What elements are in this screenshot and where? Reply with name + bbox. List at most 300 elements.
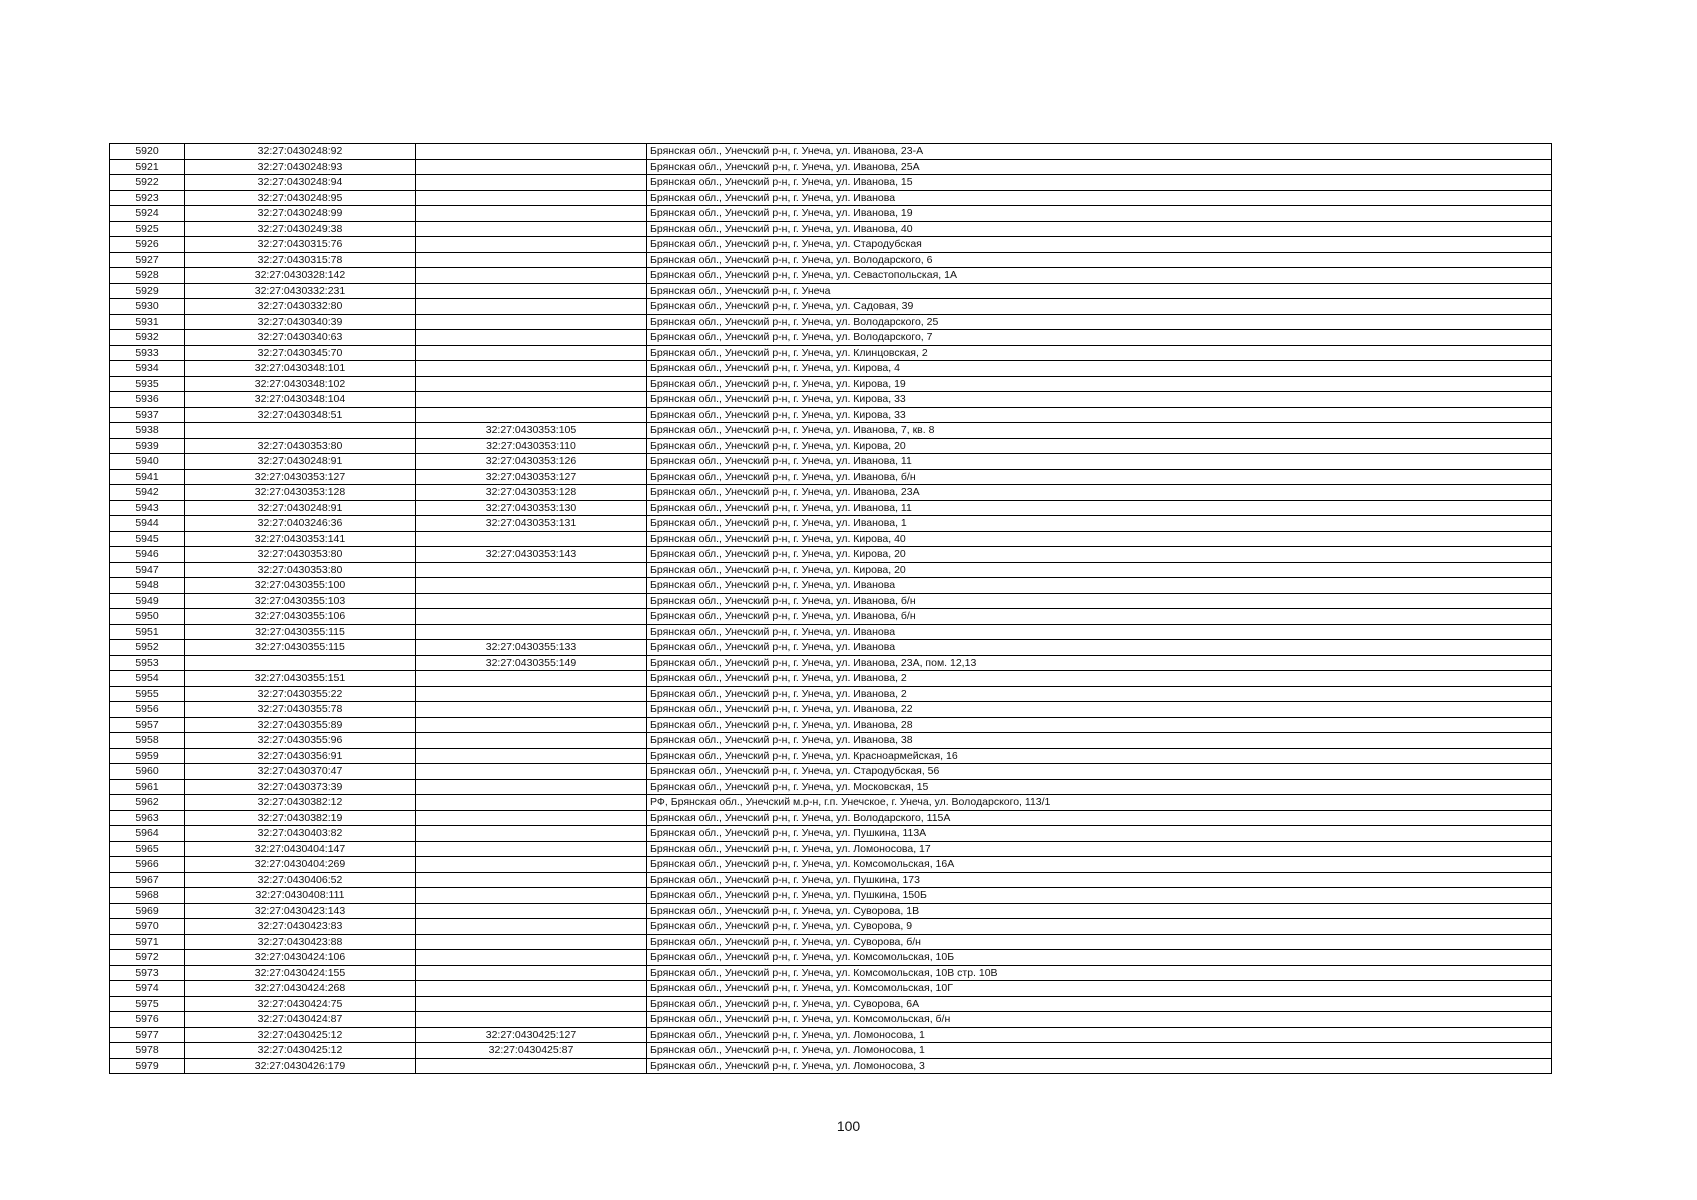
address-cell: Брянская обл., Унечский р-н, г. Унеча, ул. Ломоносова, 17 <box>647 841 1552 857</box>
cadastral-number-cell: 32:27:0430355:151 <box>185 671 416 687</box>
address-cell: Брянская обл., Унечский р-н, г. Унеча, ул. Суворова, б/н <box>647 934 1552 950</box>
address-cell: Брянская обл., Унечский р-н, г. Унеча, ул. Кирова, 40 <box>647 531 1552 547</box>
related-cadastral-cell <box>416 407 647 423</box>
address-cell: Брянская обл., Унечский р-н, г. Унеча, ул. Иванова, 11 <box>647 454 1552 470</box>
cadastral-number-cell: 32:27:0430348:101 <box>185 361 416 377</box>
row-number-cell: 5923 <box>110 190 185 206</box>
row-number-cell: 5931 <box>110 314 185 330</box>
table-row <box>110 826 1552 842</box>
row-number-cell: 5942 <box>110 485 185 501</box>
address-cell: Брянская обл., Унечский р-н, г. Унеча, ул. Иванова, 23-А <box>647 144 1552 160</box>
table-row <box>110 702 1552 718</box>
cadastral-number-cell: 32:27:0403246:36 <box>185 516 416 532</box>
cadastral-number-cell: 32:27:0430426:179 <box>185 1058 416 1074</box>
related-cadastral-cell <box>416 965 647 981</box>
table-row <box>110 438 1552 454</box>
related-cadastral-cell <box>416 392 647 408</box>
cadastral-number-cell: 32:27:0430404:269 <box>185 857 416 873</box>
related-cadastral-cell: 32:27:0430353:130 <box>416 500 647 516</box>
cadastral-number-cell: 32:27:0430353:128 <box>185 485 416 501</box>
address-cell: Брянская обл., Унечский р-н, г. Унеча, ул. Володарского, 7 <box>647 330 1552 346</box>
cadastral-number-cell: 32:27:0430423:143 <box>185 903 416 919</box>
table-row <box>110 531 1552 547</box>
address-cell: Брянская обл., Унечский р-н, г. Унеча, ул. Московская, 15 <box>647 779 1552 795</box>
related-cadastral-cell: 32:27:0430353:131 <box>416 516 647 532</box>
table-row <box>110 469 1552 485</box>
table-row <box>110 516 1552 532</box>
row-number-cell: 5967 <box>110 872 185 888</box>
table-row <box>110 671 1552 687</box>
related-cadastral-cell <box>416 314 647 330</box>
table-row <box>110 919 1552 935</box>
address-cell: Брянская обл., Унечский р-н, г. Унеча, ул. Кирова, 4 <box>647 361 1552 377</box>
table-row <box>110 159 1552 175</box>
table-row <box>110 190 1552 206</box>
table-row <box>110 454 1552 470</box>
table-row <box>110 981 1552 997</box>
related-cadastral-cell <box>416 981 647 997</box>
related-cadastral-cell <box>416 330 647 346</box>
related-cadastral-cell <box>416 1058 647 1074</box>
row-number-cell: 5939 <box>110 438 185 454</box>
address-cell: Брянская обл., Унечский р-н, г. Унеча, ул. Клинцовская, 2 <box>647 345 1552 361</box>
address-cell: Брянская обл., Унечский р-н, г. Унеча, ул. Кирова, 33 <box>647 392 1552 408</box>
cadastral-number-cell: 32:27:0430355:89 <box>185 717 416 733</box>
table-row <box>110 144 1552 160</box>
address-cell: Брянская обл., Унечский р-н, г. Унеча, ул. Иванова, 25А <box>647 159 1552 175</box>
cadastral-number-cell: 32:27:0430340:63 <box>185 330 416 346</box>
row-number-cell: 5938 <box>110 423 185 439</box>
related-cadastral-cell <box>416 578 647 594</box>
related-cadastral-cell <box>416 841 647 857</box>
row-number-cell: 5924 <box>110 206 185 222</box>
related-cadastral-cell <box>416 1012 647 1028</box>
table-row <box>110 237 1552 253</box>
table-row <box>110 361 1552 377</box>
address-cell: Брянская обл., Унечский р-н, г. Унеча, ул. Стародубская, 56 <box>647 764 1552 780</box>
address-cell: Брянская обл., Унечский р-н, г. Унеча, ул. Иванова <box>647 578 1552 594</box>
row-number-cell: 5928 <box>110 268 185 284</box>
row-number-cell: 5971 <box>110 934 185 950</box>
cadastral-number-cell: 32:27:0430248:99 <box>185 206 416 222</box>
related-cadastral-cell: 32:27:0430353:143 <box>416 547 647 563</box>
row-number-cell: 5947 <box>110 562 185 578</box>
cadastral-number-cell: 32:27:0430424:268 <box>185 981 416 997</box>
related-cadastral-cell <box>416 562 647 578</box>
address-cell: Брянская обл., Унечский р-н, г. Унеча, ул. Пушкина, 150Б <box>647 888 1552 904</box>
address-cell: Брянская обл., Унечский р-н, г. Унеча, ул. Ломоносова, 1 <box>647 1043 1552 1059</box>
table-row <box>110 221 1552 237</box>
row-number-cell: 5933 <box>110 345 185 361</box>
address-cell: Брянская обл., Унечский р-н, г. Унеча, ул. Комсомольская, б/н <box>647 1012 1552 1028</box>
row-number-cell: 5926 <box>110 237 185 253</box>
row-number-cell: 5977 <box>110 1027 185 1043</box>
row-number-cell: 5921 <box>110 159 185 175</box>
related-cadastral-cell <box>416 919 647 935</box>
cadastral-number-cell: 32:27:0430332:231 <box>185 283 416 299</box>
related-cadastral-cell <box>416 857 647 873</box>
related-cadastral-cell <box>416 190 647 206</box>
cadastral-number-cell: 32:27:0430355:115 <box>185 624 416 640</box>
cadastral-number-cell: 32:27:0430353:141 <box>185 531 416 547</box>
row-number-cell: 5954 <box>110 671 185 687</box>
row-number-cell: 5925 <box>110 221 185 237</box>
table-row <box>110 252 1552 268</box>
address-cell: Брянская обл., Унечский р-н, г. Унеча, ул. Суворова, 1В <box>647 903 1552 919</box>
row-number-cell: 5969 <box>110 903 185 919</box>
related-cadastral-cell: 32:27:0430353:126 <box>416 454 647 470</box>
address-cell: Брянская обл., Унечский р-н, г. Унеча, ул. Иванова, 2 <box>647 686 1552 702</box>
table-row <box>110 888 1552 904</box>
table-row <box>110 841 1552 857</box>
address-cell: Брянская обл., Унечский р-н, г. Унеча, ул. Иванова, б/н <box>647 469 1552 485</box>
row-number-cell: 5951 <box>110 624 185 640</box>
table-row <box>110 314 1552 330</box>
address-cell: Брянская обл., Унечский р-н, г. Унеча, ул. Иванова <box>647 624 1552 640</box>
address-cell: Брянская обл., Унечский р-н, г. Унеча, ул. Иванова, 2 <box>647 671 1552 687</box>
address-cell: Брянская обл., Унечский р-н, г. Унеча, ул. Иванова, б/н <box>647 609 1552 625</box>
cadastral-number-cell: 32:27:0430356:91 <box>185 748 416 764</box>
cadastral-number-cell: 32:27:0430355:115 <box>185 640 416 656</box>
row-number-cell: 5962 <box>110 795 185 811</box>
related-cadastral-cell: 32:27:0430353:105 <box>416 423 647 439</box>
table-row <box>110 268 1552 284</box>
address-cell: Брянская обл., Унечский р-н, г. Унеча, ул. Стародубская <box>647 237 1552 253</box>
cadastral-number-cell: 32:27:0430382:19 <box>185 810 416 826</box>
address-cell: Брянская обл., Унечский р-н, г. Унеча <box>647 283 1552 299</box>
related-cadastral-cell <box>416 872 647 888</box>
cadastral-number-cell: 32:27:0430355:106 <box>185 609 416 625</box>
table-row <box>110 1043 1552 1059</box>
row-number-cell: 5964 <box>110 826 185 842</box>
address-cell: Брянская обл., Унечский р-н, г. Унеча, ул. Ломоносова, 1 <box>647 1027 1552 1043</box>
cadastral-number-cell: 32:27:0430353:80 <box>185 562 416 578</box>
related-cadastral-cell <box>416 361 647 377</box>
cadastral-number-cell: 32:27:0430248:94 <box>185 175 416 191</box>
address-cell: Брянская обл., Унечский р-н, г. Унеча, ул. Иванова <box>647 190 1552 206</box>
address-cell: Брянская обл., Унечский р-н, г. Унеча, ул. Иванова <box>647 640 1552 656</box>
cadastral-number-cell: 32:27:0430345:70 <box>185 345 416 361</box>
row-number-cell: 5936 <box>110 392 185 408</box>
row-number-cell: 5950 <box>110 609 185 625</box>
address-cell: Брянская обл., Унечский р-н, г. Унеча, ул. Иванова, 23А <box>647 485 1552 501</box>
table-row <box>110 717 1552 733</box>
row-number-cell: 5979 <box>110 1058 185 1074</box>
table-row <box>110 345 1552 361</box>
cadastral-number-cell: 32:27:0430315:76 <box>185 237 416 253</box>
related-cadastral-cell <box>416 283 647 299</box>
row-number-cell: 5973 <box>110 965 185 981</box>
cadastral-number-cell: 32:27:0430348:102 <box>185 376 416 392</box>
related-cadastral-cell <box>416 206 647 222</box>
address-cell: Брянская обл., Унечский р-н, г. Унеча, ул. Комсомольская, 10Б <box>647 950 1552 966</box>
row-number-cell: 5972 <box>110 950 185 966</box>
address-cell: Брянская обл., Унечский р-н, г. Унеча, ул. Иванова, б/н <box>647 593 1552 609</box>
row-number-cell: 5968 <box>110 888 185 904</box>
related-cadastral-cell <box>416 345 647 361</box>
table-row <box>110 283 1552 299</box>
row-number-cell: 5927 <box>110 252 185 268</box>
row-number-cell: 5941 <box>110 469 185 485</box>
address-cell: Брянская обл., Унечский р-н, г. Унеча, ул. Володарского, 6 <box>647 252 1552 268</box>
row-number-cell: 5970 <box>110 919 185 935</box>
row-number-cell: 5934 <box>110 361 185 377</box>
cadastral-number-cell: 32:27:0430373:39 <box>185 779 416 795</box>
related-cadastral-cell <box>416 903 647 919</box>
cadastral-number-cell: 32:27:0430348:51 <box>185 407 416 423</box>
table-row <box>110 1058 1552 1074</box>
related-cadastral-cell <box>416 779 647 795</box>
row-number-cell: 5955 <box>110 686 185 702</box>
address-cell: Брянская обл., Унечский р-н, г. Унеча, ул. Володарского, 115А <box>647 810 1552 826</box>
cadastral-number-cell: 32:27:0430424:75 <box>185 996 416 1012</box>
cadastral-number-cell: 32:27:0430424:106 <box>185 950 416 966</box>
cadastral-number-cell: 32:27:0430355:100 <box>185 578 416 594</box>
table-row <box>110 950 1552 966</box>
data-table <box>109 143 1552 1074</box>
related-cadastral-cell <box>416 795 647 811</box>
table-row <box>110 934 1552 950</box>
related-cadastral-cell <box>416 810 647 826</box>
related-cadastral-cell <box>416 593 647 609</box>
cadastral-number-cell: 32:27:0430404:147 <box>185 841 416 857</box>
address-cell: Брянская обл., Унечский р-н, г. Унеча, ул. Пушкина, 173 <box>647 872 1552 888</box>
row-number-cell: 5952 <box>110 640 185 656</box>
row-number-cell: 5978 <box>110 1043 185 1059</box>
address-cell: Брянская обл., Унечский р-н, г. Унеча, ул. Кирова, 33 <box>647 407 1552 423</box>
cadastral-number-cell: 32:27:0430353:80 <box>185 547 416 563</box>
cadastral-number-cell: 32:27:0430355:22 <box>185 686 416 702</box>
related-cadastral-cell <box>416 268 647 284</box>
cadastral-number-cell: 32:27:0430370:47 <box>185 764 416 780</box>
address-cell: Брянская обл., Унечский р-н, г. Унеча, ул. Кирова, 19 <box>647 376 1552 392</box>
related-cadastral-cell <box>416 531 647 547</box>
row-number-cell: 5940 <box>110 454 185 470</box>
row-number-cell: 5956 <box>110 702 185 718</box>
table-row <box>110 733 1552 749</box>
row-number-cell: 5961 <box>110 779 185 795</box>
related-cadastral-cell: 32:27:0430425:87 <box>416 1043 647 1059</box>
address-cell: Брянская обл., Унечский р-н, г. Унеча, ул. Красноармейская, 16 <box>647 748 1552 764</box>
address-cell: Брянская обл., Унечский р-н, г. Унеча, ул. Володарского, 25 <box>647 314 1552 330</box>
row-number-cell: 5957 <box>110 717 185 733</box>
table-row <box>110 624 1552 640</box>
related-cadastral-cell <box>416 252 647 268</box>
row-number-cell: 5944 <box>110 516 185 532</box>
address-cell: Брянская обл., Унечский р-н, г. Унеча, ул. Садовая, 39 <box>647 299 1552 315</box>
related-cadastral-cell <box>416 609 647 625</box>
related-cadastral-cell <box>416 733 647 749</box>
cadastral-number-cell: 32:27:0430332:80 <box>185 299 416 315</box>
cadastral-number-cell: 32:27:0430424:87 <box>185 1012 416 1028</box>
table-row <box>110 779 1552 795</box>
page-number: 100 <box>836 1118 861 1134</box>
cadastral-number-cell <box>185 655 416 671</box>
row-number-cell: 5945 <box>110 531 185 547</box>
related-cadastral-cell <box>416 748 647 764</box>
table-row <box>110 485 1552 501</box>
related-cadastral-cell <box>416 175 647 191</box>
table-row <box>110 500 1552 516</box>
address-cell: РФ, Брянская обл., Унечский м.р-н, г.п. Унечское, г. Унеча, ул. Володарского, 113/1 <box>647 795 1552 811</box>
row-number-cell: 5929 <box>110 283 185 299</box>
row-number-cell: 5975 <box>110 996 185 1012</box>
table-row <box>110 578 1552 594</box>
table-row <box>110 1027 1552 1043</box>
address-cell: Брянская обл., Унечский р-н, г. Унеча, ул. Пушкина, 113А <box>647 826 1552 842</box>
related-cadastral-cell <box>416 996 647 1012</box>
table-row <box>110 206 1552 222</box>
table-row <box>110 810 1552 826</box>
address-cell: Брянская обл., Унечский р-н, г. Унеча, ул. Ломоносова, 3 <box>647 1058 1552 1074</box>
cadastral-number-cell: 32:27:0430248:91 <box>185 454 416 470</box>
address-cell: Брянская обл., Унечский р-н, г. Унеча, ул. Иванова, 40 <box>647 221 1552 237</box>
address-cell: Брянская обл., Унечский р-н, г. Унеча, ул. Иванова, 22 <box>647 702 1552 718</box>
related-cadastral-cell <box>416 717 647 733</box>
table-row <box>110 996 1552 1012</box>
row-number-cell: 5965 <box>110 841 185 857</box>
row-number-cell: 5949 <box>110 593 185 609</box>
table-body <box>110 144 1552 1074</box>
cadastral-number-cell: 32:27:0430248:91 <box>185 500 416 516</box>
cadastral-number-cell: 32:27:0430315:78 <box>185 252 416 268</box>
address-cell: Брянская обл., Унечский р-н, г. Унеча, ул. Иванова, 11 <box>647 500 1552 516</box>
cadastral-number-cell: 32:27:0430348:104 <box>185 392 416 408</box>
table-row <box>110 795 1552 811</box>
address-cell: Брянская обл., Унечский р-н, г. Унеча, ул. Комсомольская, 10В стр. 10В <box>647 965 1552 981</box>
related-cadastral-cell <box>416 144 647 160</box>
related-cadastral-cell <box>416 950 647 966</box>
cadastral-number-cell: 32:27:0430406:52 <box>185 872 416 888</box>
cadastral-number-cell: 32:27:0430249:38 <box>185 221 416 237</box>
related-cadastral-cell <box>416 826 647 842</box>
related-cadastral-cell <box>416 624 647 640</box>
row-number-cell: 5976 <box>110 1012 185 1028</box>
row-number-cell: 5960 <box>110 764 185 780</box>
table-row <box>110 330 1552 346</box>
related-cadastral-cell <box>416 686 647 702</box>
row-number-cell: 5932 <box>110 330 185 346</box>
address-cell: Брянская обл., Унечский р-н, г. Унеча, ул. Кирова, 20 <box>647 438 1552 454</box>
row-number-cell: 5922 <box>110 175 185 191</box>
table-row <box>110 686 1552 702</box>
related-cadastral-cell: 32:27:0430353:110 <box>416 438 647 454</box>
cadastral-number-cell: 32:27:0430248:92 <box>185 144 416 160</box>
address-cell: Брянская обл., Унечский р-н, г. Унеча, ул. Комсомольская, 10Г <box>647 981 1552 997</box>
address-cell: Брянская обл., Унечский р-н, г. Унеча, ул. Суворова, 6А <box>647 996 1552 1012</box>
table-row <box>110 903 1552 919</box>
row-number-cell: 5963 <box>110 810 185 826</box>
address-cell: Брянская обл., Унечский р-н, г. Унеча, ул. Иванова, 19 <box>647 206 1552 222</box>
cadastral-number-cell: 32:27:0430425:12 <box>185 1043 416 1059</box>
table-row <box>110 872 1552 888</box>
address-cell: Брянская обл., Унечский р-н, г. Унеча, ул. Иванова, 1 <box>647 516 1552 532</box>
address-cell: Брянская обл., Унечский р-н, г. Унеча, ул. Иванова, 23А, пом. 12,13 <box>647 655 1552 671</box>
related-cadastral-cell: 32:27:0430355:149 <box>416 655 647 671</box>
table-row <box>110 423 1552 439</box>
cadastral-number-cell: 32:27:0430248:95 <box>185 190 416 206</box>
row-number-cell: 5935 <box>110 376 185 392</box>
related-cadastral-cell: 32:27:0430353:128 <box>416 485 647 501</box>
address-cell: Брянская обл., Унечский р-н, г. Унеча, ул. Суворова, 9 <box>647 919 1552 935</box>
row-number-cell: 5948 <box>110 578 185 594</box>
cadastral-number-cell: 32:27:0430353:127 <box>185 469 416 485</box>
table-row <box>110 392 1552 408</box>
table-row <box>110 609 1552 625</box>
address-cell: Брянская обл., Унечский р-н, г. Унеча, ул. Иванова, 15 <box>647 175 1552 191</box>
related-cadastral-cell <box>416 237 647 253</box>
cadastral-number-cell: 32:27:0430355:96 <box>185 733 416 749</box>
related-cadastral-cell <box>416 221 647 237</box>
address-cell: Брянская обл., Унечский р-н, г. Унеча, ул. Иванова, 28 <box>647 717 1552 733</box>
related-cadastral-cell <box>416 764 647 780</box>
table-row <box>110 655 1552 671</box>
cadastral-number-cell: 32:27:0430424:155 <box>185 965 416 981</box>
row-number-cell: 5937 <box>110 407 185 423</box>
table-row <box>110 640 1552 656</box>
related-cadastral-cell <box>416 376 647 392</box>
table-row <box>110 562 1552 578</box>
address-cell: Брянская обл., Унечский р-н, г. Унеча, ул. Иванова, 7, кв. 8 <box>647 423 1552 439</box>
cadastral-number-cell <box>185 423 416 439</box>
table-row <box>110 175 1552 191</box>
row-number-cell: 5946 <box>110 547 185 563</box>
row-number-cell: 5930 <box>110 299 185 315</box>
cadastral-number-cell: 32:27:0430408:111 <box>185 888 416 904</box>
row-number-cell: 5920 <box>110 144 185 160</box>
table-row <box>110 593 1552 609</box>
cadastral-number-cell: 32:27:0430248:93 <box>185 159 416 175</box>
address-cell: Брянская обл., Унечский р-н, г. Унеча, ул. Иванова, 38 <box>647 733 1552 749</box>
cadastral-number-cell: 32:27:0430353:80 <box>185 438 416 454</box>
related-cadastral-cell <box>416 702 647 718</box>
row-number-cell: 5966 <box>110 857 185 873</box>
table-row <box>110 965 1552 981</box>
related-cadastral-cell <box>416 888 647 904</box>
row-number-cell: 5974 <box>110 981 185 997</box>
row-number-cell: 5943 <box>110 500 185 516</box>
cadastral-number-cell: 32:27:0430403:82 <box>185 826 416 842</box>
table-row <box>110 1012 1552 1028</box>
cadastral-number-cell: 32:27:0430328:142 <box>185 268 416 284</box>
cadastral-number-cell: 32:27:0430423:88 <box>185 934 416 950</box>
address-cell: Брянская обл., Унечский р-н, г. Унеча, ул. Кирова, 20 <box>647 562 1552 578</box>
address-cell: Брянская обл., Унечский р-н, г. Унеча, ул. Севастопольская, 1А <box>647 268 1552 284</box>
related-cadastral-cell <box>416 934 647 950</box>
cadastral-number-cell: 32:27:0430382:12 <box>185 795 416 811</box>
address-cell: Брянская обл., Унечский р-н, г. Унеча, ул. Комсомольская, 16А <box>647 857 1552 873</box>
related-cadastral-cell <box>416 671 647 687</box>
related-cadastral-cell <box>416 299 647 315</box>
address-cell: Брянская обл., Унечский р-н, г. Унеча, ул. Кирова, 20 <box>647 547 1552 563</box>
related-cadastral-cell: 32:27:0430355:133 <box>416 640 647 656</box>
related-cadastral-cell <box>416 159 647 175</box>
table-row <box>110 764 1552 780</box>
table-row <box>110 376 1552 392</box>
table-row <box>110 748 1552 764</box>
row-number-cell: 5959 <box>110 748 185 764</box>
related-cadastral-cell: 32:27:0430353:127 <box>416 469 647 485</box>
table-row <box>110 857 1552 873</box>
table-row <box>110 299 1552 315</box>
table-row <box>110 407 1552 423</box>
cadastral-number-cell: 32:27:0430425:12 <box>185 1027 416 1043</box>
cadastral-number-cell: 32:27:0430340:39 <box>185 314 416 330</box>
table-row <box>110 547 1552 563</box>
related-cadastral-cell: 32:27:0430425:127 <box>416 1027 647 1043</box>
cadastral-number-cell: 32:27:0430355:78 <box>185 702 416 718</box>
row-number-cell: 5953 <box>110 655 185 671</box>
